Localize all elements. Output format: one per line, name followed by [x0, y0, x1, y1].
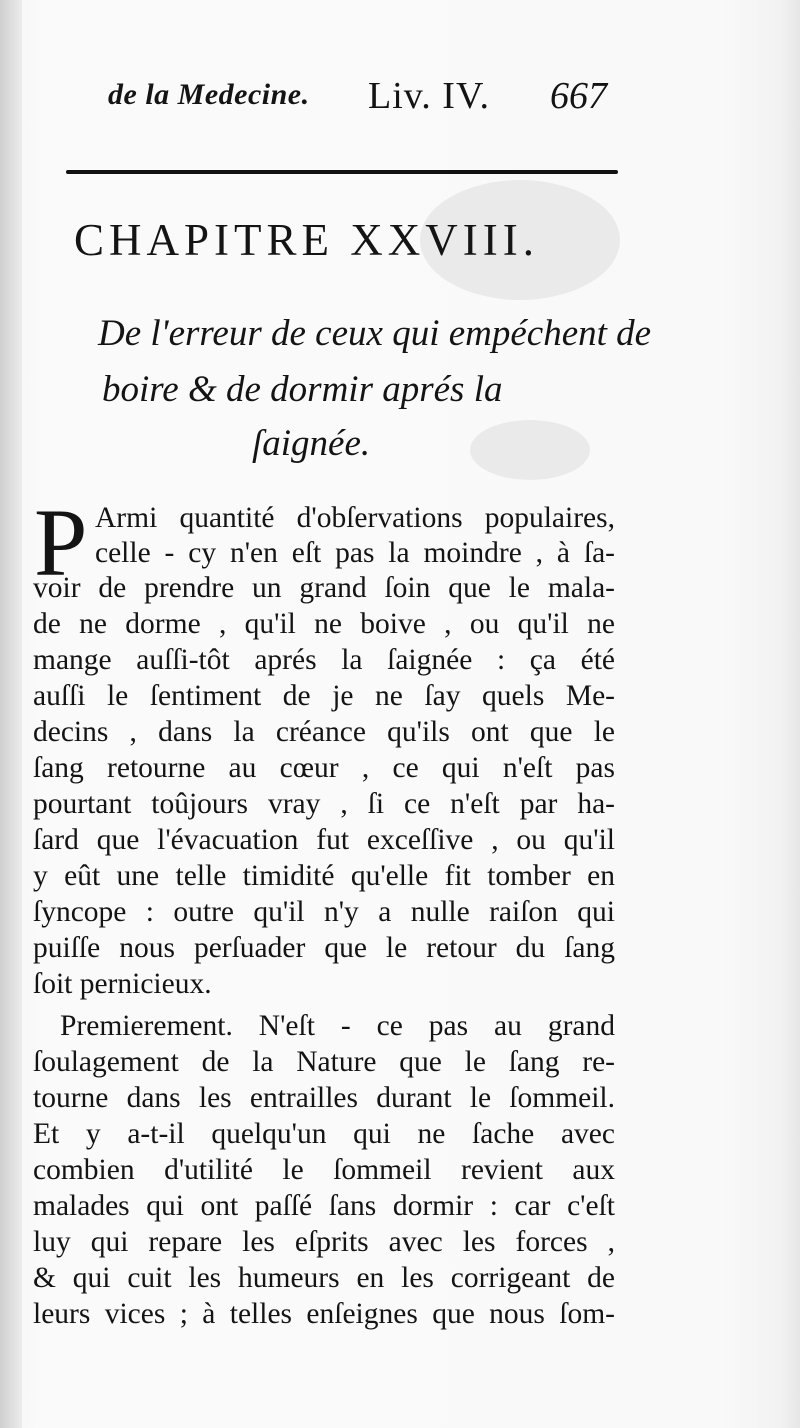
text-line: ſoulagement de la Nature que le ſang re- [33, 1046, 615, 1078]
text-line: combien d'utilité le ſommeil revient aux [33, 1154, 615, 1186]
text-line: malades qui ont paſſé ſans dormir : car c'eſt [33, 1190, 615, 1222]
text-line: Et y a-t-il quelqu'un qui ne ſache avec [33, 1118, 615, 1150]
subtitle-line: De l'erreur de ceux qui empéchent de [98, 313, 652, 354]
text-line: & qui cuit les humeurs en les corrigeant de [33, 1262, 615, 1294]
header-rule [66, 170, 618, 174]
subtitle-line: ſaignée. [252, 423, 371, 464]
text-line: ſyncope : outre qu'il n'y a nulle raiſon qui [33, 896, 615, 928]
subtitle-line: boire & de dormir aprés la [102, 369, 503, 410]
text-line: puiſſe nous perſuader que le retour du ſang [33, 932, 615, 964]
text-line: y eût une telle timidité qu'elle fit tomber en [33, 860, 615, 892]
page-gutter [0, 0, 22, 1428]
text-line: celle - cy n'en eſt pas la moindre , à ſa- [95, 537, 615, 569]
header-book-number: Liv. IV. [368, 75, 490, 117]
page-stain [470, 420, 590, 480]
running-header [0, 68, 800, 128]
text-line: tourne dans les entrailles durant le ſommeil. [33, 1082, 615, 1114]
text-line: leurs vices ; à telles enſeignes que nous ſom- [33, 1298, 615, 1330]
text-line: ſard que l'évacuation fut exceſſive , ou qu'il [33, 824, 615, 856]
text-line: decins , dans la créance qu'ils ont que le [33, 716, 615, 748]
text-line: pourtant toûjours vray , ſi ce n'eſt par ha- [33, 788, 615, 820]
text-line: luy qui repare les eſprits avec les forces , [33, 1226, 615, 1258]
text-line: auſſi le ſentiment de je ne ſay quels Me- [33, 680, 615, 712]
text-line: voir de prendre un grand ſoin que le mala- [33, 572, 615, 604]
text-line: de ne dorme , qu'il ne boive , ou qu'il ne [33, 608, 615, 640]
text-line: ſoit pernicieux. [33, 968, 212, 1000]
page-number: 667 [550, 75, 607, 117]
chapter-title: CHAPITRE XXVIII. [74, 215, 539, 265]
text-line: ſang retourne au cœur , ce qui n'eſt pas [33, 752, 615, 784]
text-line: Premierement. N'eſt - ce pas au grand [60, 1010, 615, 1042]
header-book-title: de la Medecine. [108, 78, 310, 111]
text-line: mange auſſi-tôt aprés la ſaignée : ça été [33, 644, 615, 676]
text-line: Armi quantité d'obſervations populaires, [95, 502, 615, 534]
drop-cap: P [34, 489, 88, 596]
